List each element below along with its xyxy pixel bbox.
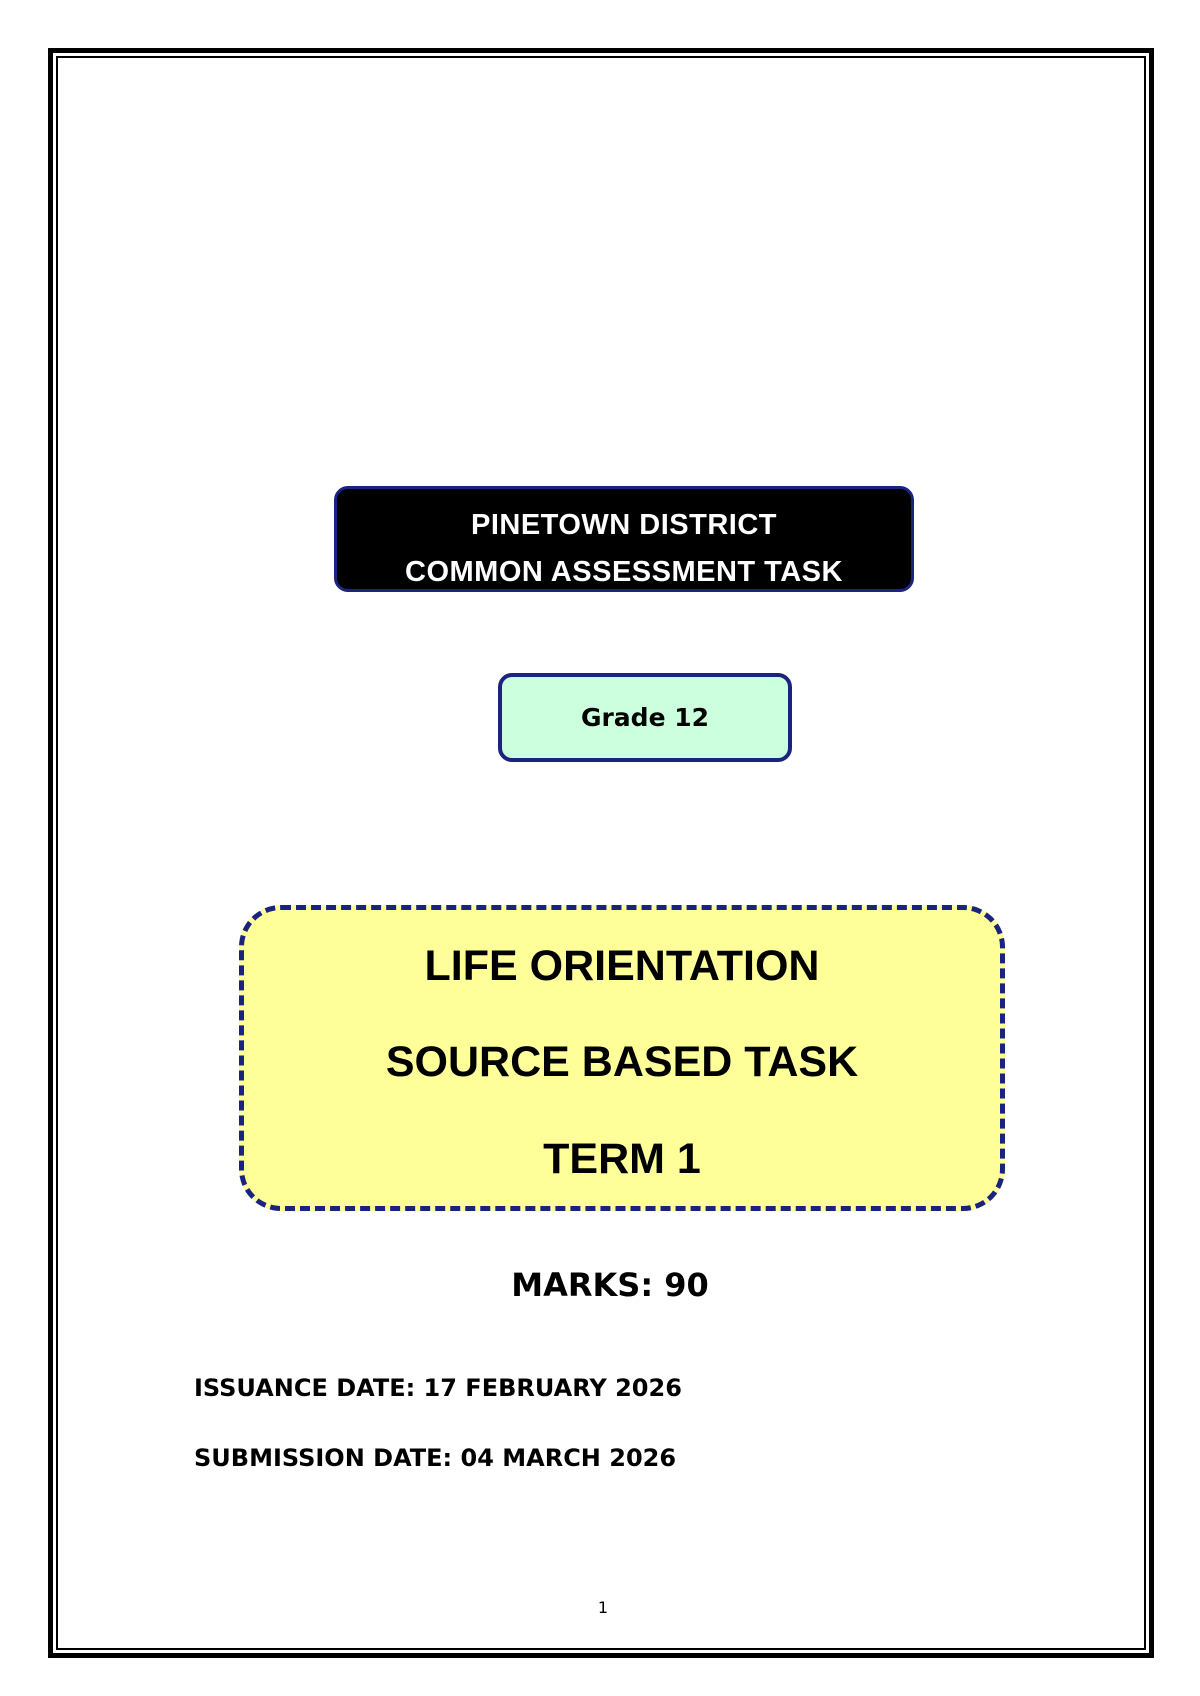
assessment-task-label: COMMON ASSESSMENT TASK: [405, 556, 843, 588]
marks-total: MARKS: 90: [511, 1266, 709, 1304]
submission-date: SUBMISSION DATE: 04 MARCH 2026: [194, 1444, 677, 1472]
district-name: PINETOWN DISTRICT: [470, 509, 778, 541]
page-border-inner: [56, 56, 1146, 1650]
subject-title: LIFE ORIENTATION: [424, 942, 820, 990]
page-number: 1: [597, 1598, 609, 1617]
task-type: SOURCE BASED TASK: [385, 1038, 859, 1086]
issuance-date: ISSUANCE DATE: 17 FEBRUARY 2026: [194, 1374, 682, 1402]
term-label: TERM 1: [543, 1135, 701, 1183]
district-header-box: [334, 486, 914, 592]
subject-title-box: [239, 905, 1005, 1211]
grade-box: [498, 673, 792, 762]
grade-label: Grade 12: [580, 703, 710, 732]
